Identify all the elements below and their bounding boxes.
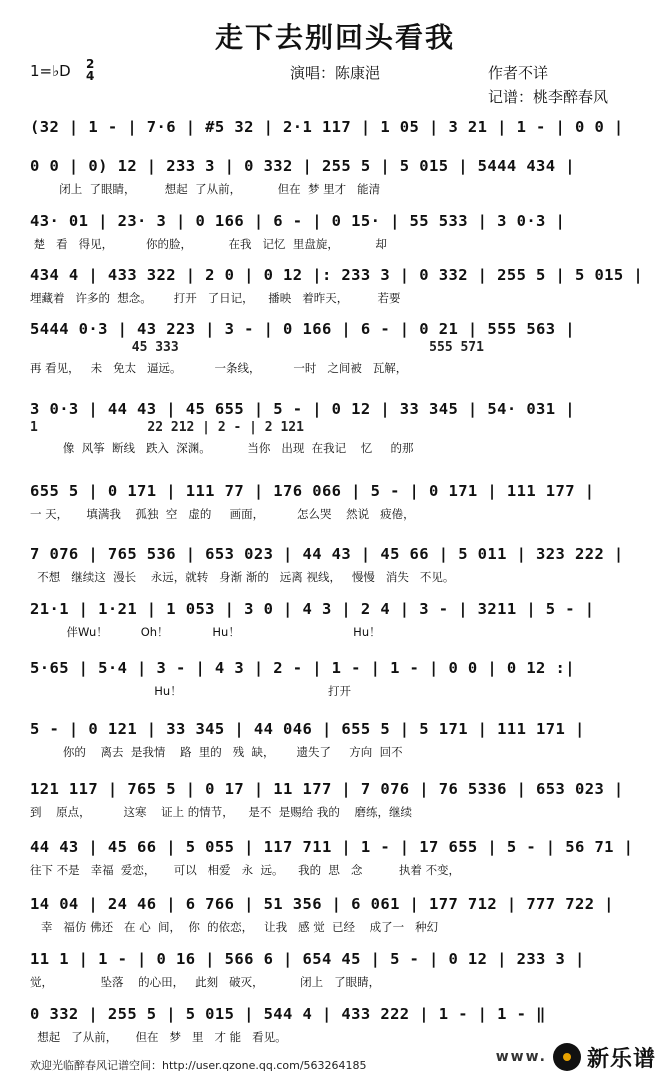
lyric-line: 不想 继续这 漫长 永远，就转 身渐 渐的 远离 视线， 慢慢 消失 不见。: [30, 570, 455, 584]
score-row: [30, 720, 638, 770]
lyric-line: 埋藏着 许多的 想念。 打开 了日记， 播映 着昨天， 若要: [30, 291, 401, 305]
notation-line: 3 0·3 | 44 43 | 45 655 | 5 - | 0 12 | 33 345 | 54· 031 |: [30, 400, 575, 418]
score-row: [30, 320, 638, 375]
lyric-line: Hu！ 打开: [30, 684, 351, 698]
score-row: [30, 659, 638, 709]
notation-line: 44 43 | 45 66 | 5 055 | 117 711 | 1 - | 17 655 | 5 - | 56 71 |: [30, 838, 634, 856]
score-row: [30, 895, 638, 945]
lyric-line: 想起 了从前， 但在 梦 里 才 能 看见。: [30, 1030, 287, 1044]
score-row: [30, 212, 638, 262]
notation-line: 0 332 | 255 5 | 5 015 | 544 4 | 433 222 | 1 - | 1 - ‖: [30, 1005, 546, 1023]
lyric-line: 伴Wu！ Oh！ Hu！ Hu！: [30, 625, 381, 639]
notation-line: 121 117 | 765 5 | 0 17 | 11 177 | 7 076 | 76 5336 | 653 023 |: [30, 780, 624, 798]
score-row: [30, 545, 638, 595]
brand-logo: [496, 1040, 656, 1074]
lyric-line: 往下 不是 幸福 爱恋， 可以 相爱 永 远。 我的 思 念 执着 不变，: [30, 863, 461, 877]
notation-line: 14 04 | 24 46 | 6 766 | 51 356 | 6 061 | 177 712 | 777 722 |: [30, 895, 614, 913]
notation-line: 43· 01 | 23· 3 | 0 166 | 6 - | 0 15· | 55 533 | 3 0·3 |: [30, 212, 566, 230]
notation-line: 434 4 | 433 322 | 2 0 | 0 12 |: 233 3 | 0 332 | 255 5 | 5 015 |: [30, 266, 644, 284]
lyric-line: 你的 离去 是我情 路 里的 残 缺， 遗失了 方向 回不: [30, 745, 403, 759]
recorder-credit: 记谱：桃李醉春风: [488, 88, 609, 106]
notation-line: 5·65 | 5·4 | 3 - | 4 3 | 2 - | 1 - | 1 - | 0 0 | 0 12 :|: [30, 659, 575, 677]
lyric-line: 一 天， 填满我 孤独 空 虚的 画面， 怎么哭 然说 疲倦，: [30, 507, 415, 521]
lyric-line: 幸 福仿 佛还 在 心 间， 你 的依恋， 让我 感 觉 已经 成了一 种幻: [30, 920, 439, 934]
notation-line: 5 - | 0 121 | 33 345 | 44 046 | 655 5 | 5 171 | 111 171 |: [30, 720, 585, 738]
footer-text: 欢迎光临醉春风记谱空间：http://user.qzone.qq.com/563264185: [30, 1059, 367, 1072]
score-row: [30, 600, 638, 650]
brand-name: 新乐谱: [586, 1046, 656, 1072]
key-signature: 1=♭D: [30, 62, 71, 80]
lyric-line: 觉， 坠落 的心田， 此刻 破灭， 闭上 了眼睛，: [30, 975, 381, 989]
notation-line: 0 0 | 0) 12 | 233 3 | 0 332 | 255 5 | 5 015 | 5444 434 |: [30, 157, 575, 175]
time-signature-bottom: 4: [86, 69, 95, 83]
time-signature-top: 2: [86, 57, 95, 71]
lyric-line: 楚 看 得见， 你的脸， 在我 记忆 里盘旋， 却: [30, 237, 387, 251]
harmony-line: 45 333 555 571: [30, 340, 484, 355]
lyric-line: 闭上 了眼睛， 想起 了从前， 但在 梦 里才 能清: [30, 182, 381, 196]
score-row: [30, 838, 638, 888]
lyric-line: 像 风筝 断线 跌入 深渊。 当你 出现 在我记 忆 的那: [30, 441, 414, 455]
singer-credit: 演唱：陈康浥: [290, 64, 381, 82]
notation-line: 655 5 | 0 171 | 111 77 | 176 066 | 5 - | 0 171 | 111 177 |: [30, 482, 595, 500]
notation-line: 21·1 | 1·21 | 1 053 | 3 0 | 4 3 | 2 4 | 3 - | 3211 | 5 - |: [30, 600, 595, 618]
score-row: [30, 266, 644, 316]
score-row: [30, 482, 638, 532]
lyric-line: 到 原点， 这寒 证上 的情节， 是不 是赐给 我的 磨练，继续: [30, 805, 413, 819]
page-title: 走下去别回头看我: [214, 21, 455, 54]
score-row: [30, 400, 638, 455]
notation-line: 5444 0·3 | 43 223 | 3 - | 0 166 | 6 - | 0 21 | 555 563 |: [30, 320, 575, 338]
score-row: [30, 950, 638, 1000]
disc-icon: [553, 1043, 581, 1071]
notation-line: (32 | 1 - | 7·6 | #5 32 | 2·1 117 | 1 05 | 3 21 | 1 - | 0 0 |: [30, 118, 624, 136]
score-row: [30, 157, 638, 207]
brand-dots: www.: [495, 1049, 547, 1065]
harmony-line: 1 22 212 | 2 - | 2 121: [30, 420, 304, 435]
author-credit: 作者不详: [488, 64, 549, 82]
notation-line: 11 1 | 1 - | 0 16 | 566 6 | 654 45 | 5 - | 0 12 | 233 3 |: [30, 950, 585, 968]
score-row: [30, 780, 638, 830]
lyric-line: 再 看见， 未 免太 逼远。 一条线， 一时 之间被 瓦解，: [30, 361, 408, 375]
time-signature: [86, 58, 94, 82]
notation-line: 7 076 | 765 536 | 653 023 | 44 43 | 45 66 | 5 011 | 323 222 |: [30, 545, 624, 563]
